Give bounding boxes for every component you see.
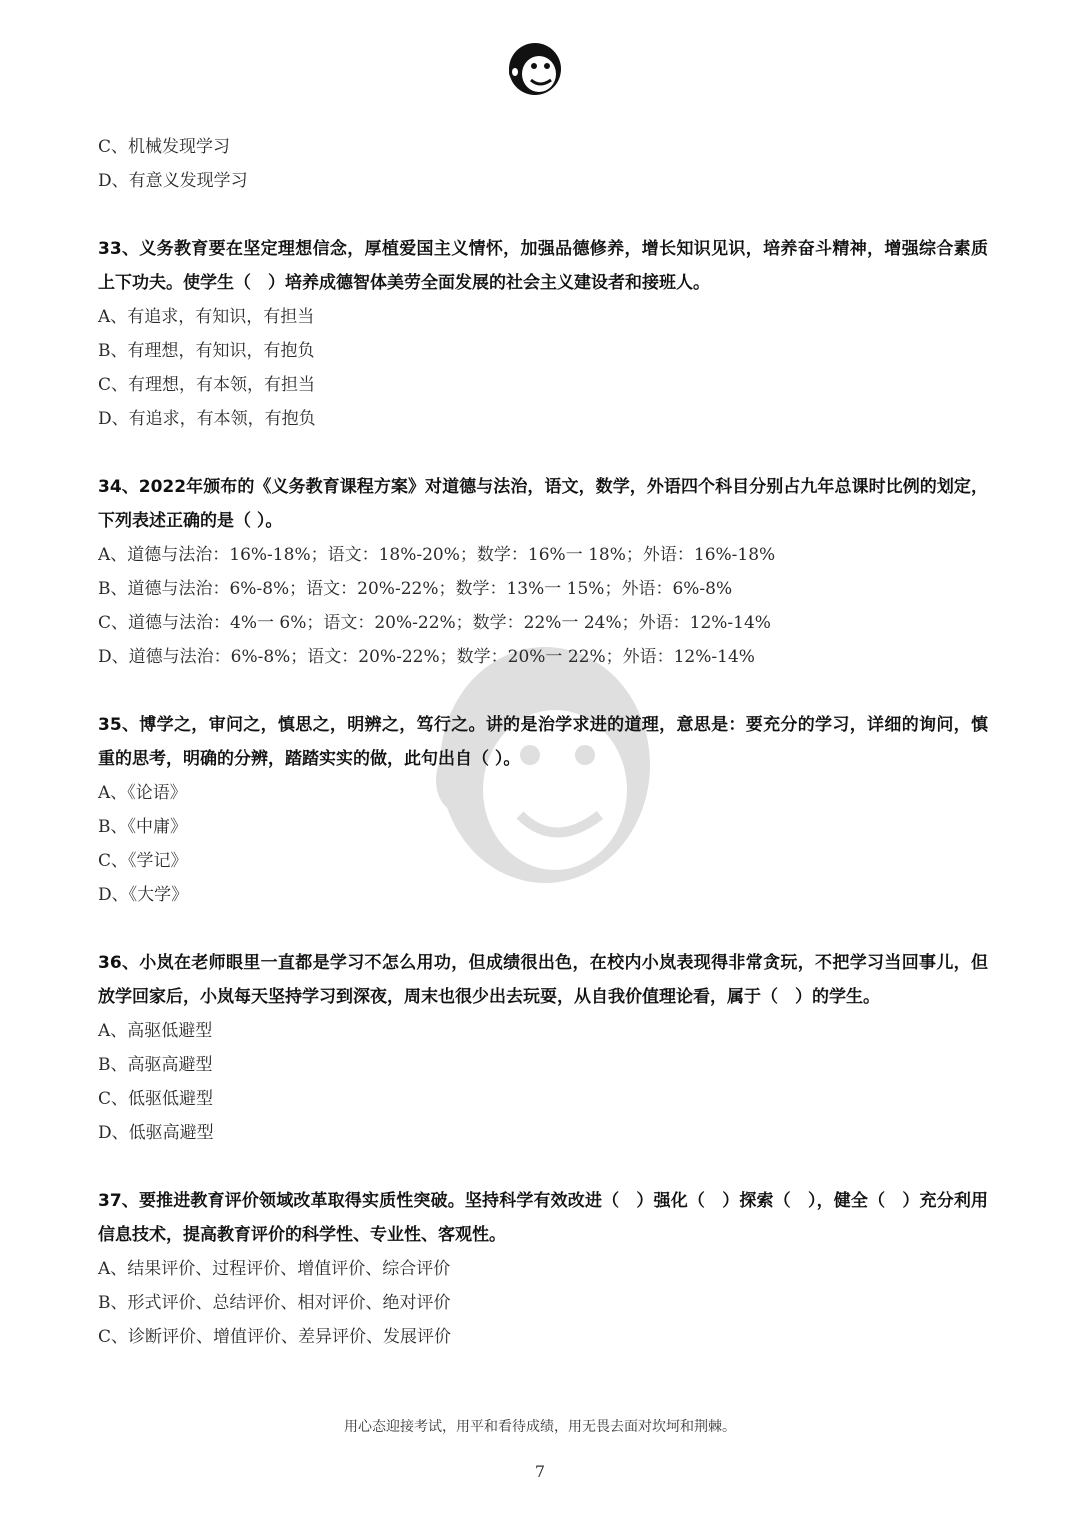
question-stem: 36、小岚在老师眼里一直都是学习不怎么用功，但成绩很出色，在校内小岚表现得非常贪玩，不把学习当回事儿，但放学回家后，小岚每天坚持学习到深夜，周末也很少出去玩耍，从自我价值理论看，属于（ ）的学生。 xyxy=(98,953,988,1007)
option-a: A、道德与法治：16%-18%；语文：18%-20%；数学：16%一 18%；外语：16%-18% xyxy=(98,545,776,565)
carryover-options xyxy=(98,130,988,198)
option-d: D、道德与法治：6%-8%；语文：20%-22%；数学：20%一 22%；外语：12%-14% xyxy=(98,647,755,667)
option-b: B、道德与法治：6%-8%；语文：20%-22%；数学：13%一 15%；外语：6%-8% xyxy=(98,579,733,599)
question-stem: 37、要推进教育评价领域改革取得实质性突破。坚持科学有效改进（ ）强化（ ）探索（ ），健全（ ）充分利用信息技术，提高教育评价的科学性、专业性、客观性。 xyxy=(98,1191,988,1245)
option-c: C、诊断评价、增值评价、差异评价、发展评价 xyxy=(98,1327,452,1347)
option-d: D、有追求，有本领，有抱负 xyxy=(98,409,316,429)
question-36 xyxy=(98,946,988,1150)
option-d: D、《大学》 xyxy=(98,885,189,905)
option-c: C、低驱低避型 xyxy=(98,1089,214,1109)
option-d: D、低驱高避型 xyxy=(98,1123,214,1143)
option-b: B、有理想，有知识，有抱负 xyxy=(98,341,315,361)
question-content xyxy=(98,130,988,1354)
option-d: D、有意义发现学习 xyxy=(98,171,248,191)
question-35 xyxy=(98,708,988,912)
option-a: A、结果评价、过程评价、增值评价、综合评价 xyxy=(98,1259,451,1279)
question-34 xyxy=(98,470,988,674)
option-c: C、机械发现学习 xyxy=(98,137,231,157)
question-37 xyxy=(98,1184,988,1354)
option-a: A、高驱低避型 xyxy=(98,1021,213,1041)
option-b: B、形式评价、总结评价、相对评价、绝对评价 xyxy=(98,1293,451,1313)
option-b: B、《中庸》 xyxy=(98,817,187,837)
option-a: A、有追求，有知识，有担当 xyxy=(98,307,315,327)
option-c: C、有理想，有本领，有担当 xyxy=(98,375,316,395)
footer-motto: 用心态迎接考试，用平和看待成绩，用无畏去面对坎坷和荆棘。 xyxy=(344,1419,736,1435)
option-b: B、高驱高避型 xyxy=(98,1055,213,1075)
option-a: A、《论语》 xyxy=(98,783,187,803)
question-stem: 33、义务教育要在坚定理想信念，厚植爱国主义情怀，加强品德修养，增长知识见识，培养奋斗精神，增强综合素质上下功夫。使学生（ ）培养成德智体美劳全面发展的社会主义建设者和接班人。 xyxy=(98,239,988,293)
page-number: 7 xyxy=(534,1462,546,1481)
option-c: C、《学记》 xyxy=(98,851,188,871)
option-c: C、道德与法治：4%一 6%；语文：20%-22%；数学：22%一 24%；外语：12%-14% xyxy=(98,613,771,633)
question-stem: 35、博学之，审问之，慎思之，明辨之，笃行之。讲的是治学求进的道理，意思是：要充分的学习，详细的询问，慎重的思考，明确的分辨，踏踏实实的做，此句出自（ ）。 xyxy=(98,715,988,769)
monkey-logo-icon xyxy=(505,36,569,100)
question-stem: 34、2022年颁布的《义务教育课程方案》对道德与法治，语文，数学，外语四个科目分别占九年总课时比例的划定，下列表述正确的是（ ）。 xyxy=(98,477,988,531)
question-33 xyxy=(98,232,988,436)
